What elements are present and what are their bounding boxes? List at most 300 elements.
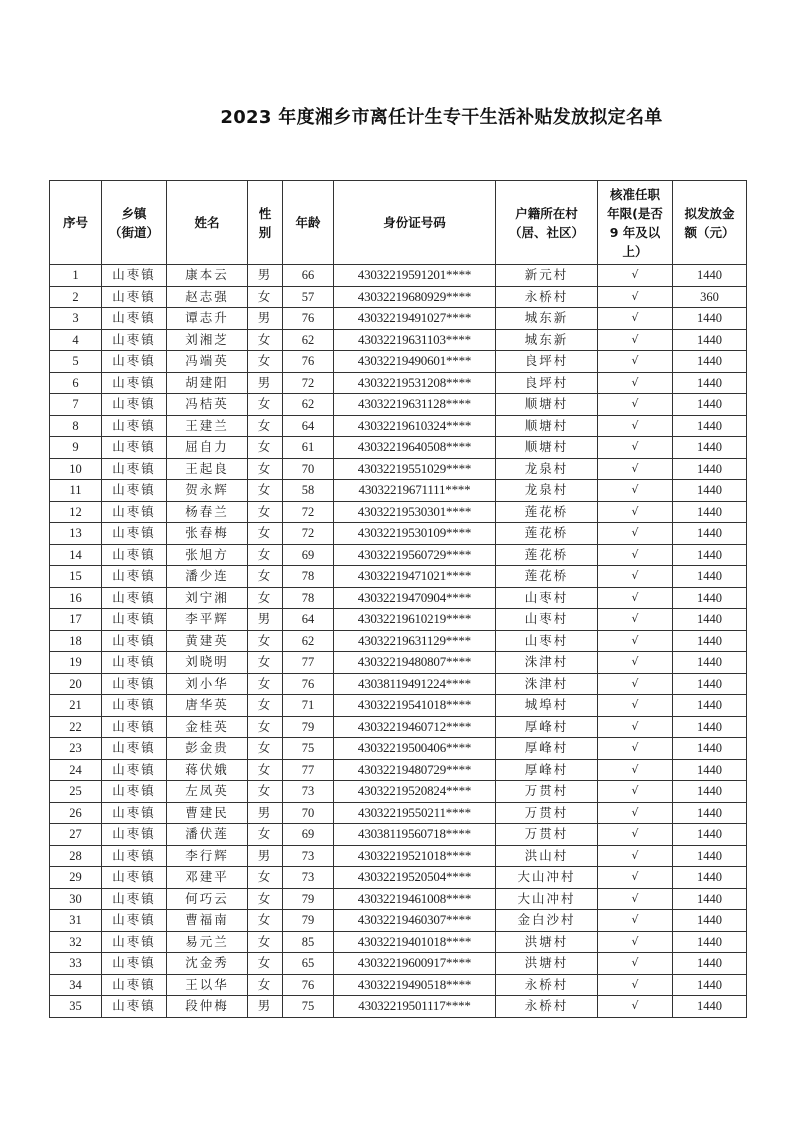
cell-village: 大山冲村 xyxy=(496,888,598,910)
cell-seq: 16 xyxy=(50,587,102,609)
cell-age: 58 xyxy=(283,480,334,502)
table-row xyxy=(50,437,747,459)
cell-amount: 1440 xyxy=(673,824,747,846)
cell-age: 85 xyxy=(283,931,334,953)
cell-gender: 女 xyxy=(248,953,283,975)
table-row xyxy=(50,716,747,738)
cell-term-check: √ xyxy=(598,824,673,846)
cell-amount: 1440 xyxy=(673,415,747,437)
cell-name: 金桂英 xyxy=(167,716,248,738)
cell-village: 洪塘村 xyxy=(496,931,598,953)
cell-age: 77 xyxy=(283,759,334,781)
cell-amount: 360 xyxy=(673,286,747,308)
cell-town: 山枣镇 xyxy=(102,458,167,480)
cell-village: 莲花桥 xyxy=(496,544,598,566)
cell-id-number: 43032219521018**** xyxy=(334,845,496,867)
cell-age: 75 xyxy=(283,738,334,760)
header-seq-text: 序号 xyxy=(62,215,88,230)
cell-village: 龙泉村 xyxy=(496,458,598,480)
cell-name: 刘小华 xyxy=(167,673,248,695)
cell-seq: 21 xyxy=(50,695,102,717)
table-row xyxy=(50,759,747,781)
cell-name: 曹建民 xyxy=(167,802,248,824)
cell-seq: 22 xyxy=(50,716,102,738)
cell-town: 山枣镇 xyxy=(102,394,167,416)
cell-id-number: 43038119491224**** xyxy=(334,673,496,695)
cell-seq: 33 xyxy=(50,953,102,975)
cell-term-check: √ xyxy=(598,544,673,566)
cell-id-number: 43032219560729**** xyxy=(334,544,496,566)
table-row xyxy=(50,630,747,652)
header-village xyxy=(496,181,598,265)
table-row xyxy=(50,566,747,588)
cell-id-number: 43032219500406**** xyxy=(334,738,496,760)
cell-seq: 27 xyxy=(50,824,102,846)
cell-gender: 男 xyxy=(248,308,283,330)
cell-id-number: 43032219490518**** xyxy=(334,974,496,996)
cell-amount: 1440 xyxy=(673,695,747,717)
cell-amount: 1440 xyxy=(673,652,747,674)
header-name xyxy=(167,181,248,265)
cell-id-number: 43032219550211**** xyxy=(334,802,496,824)
cell-town: 山枣镇 xyxy=(102,329,167,351)
cell-name: 曹福南 xyxy=(167,910,248,932)
cell-gender: 女 xyxy=(248,587,283,609)
cell-age: 78 xyxy=(283,587,334,609)
cell-seq: 3 xyxy=(50,308,102,330)
cell-gender: 女 xyxy=(248,415,283,437)
cell-village: 永桥村 xyxy=(496,996,598,1018)
cell-gender: 女 xyxy=(248,523,283,545)
cell-age: 79 xyxy=(283,910,334,932)
cell-name: 王建兰 xyxy=(167,415,248,437)
cell-seq: 31 xyxy=(50,910,102,932)
cell-name: 段仲梅 xyxy=(167,996,248,1018)
cell-term-check: √ xyxy=(598,609,673,631)
cell-term-check: √ xyxy=(598,415,673,437)
cell-village: 良坪村 xyxy=(496,372,598,394)
cell-name: 康本云 xyxy=(167,265,248,287)
table-row xyxy=(50,867,747,889)
cell-age: 76 xyxy=(283,673,334,695)
cell-id-number: 43032219640508**** xyxy=(334,437,496,459)
cell-amount: 1440 xyxy=(673,781,747,803)
cell-name: 刘湘芝 xyxy=(167,329,248,351)
cell-village: 万贯村 xyxy=(496,802,598,824)
cell-village: 良坪村 xyxy=(496,351,598,373)
cell-seq: 10 xyxy=(50,458,102,480)
cell-id-number: 43032219531208**** xyxy=(334,372,496,394)
cell-age: 66 xyxy=(283,265,334,287)
cell-seq: 19 xyxy=(50,652,102,674)
table-row xyxy=(50,824,747,846)
cell-seq: 20 xyxy=(50,673,102,695)
cell-age: 76 xyxy=(283,308,334,330)
cell-id-number: 43032219530109**** xyxy=(334,523,496,545)
cell-term-check: √ xyxy=(598,652,673,674)
cell-town: 山枣镇 xyxy=(102,931,167,953)
cell-id-number: 43032219671111**** xyxy=(334,480,496,502)
cell-id-number: 43032219631128**** xyxy=(334,394,496,416)
table-row xyxy=(50,953,747,975)
cell-gender: 女 xyxy=(248,910,283,932)
cell-name: 冯端英 xyxy=(167,351,248,373)
cell-term-check: √ xyxy=(598,888,673,910)
cell-town: 山枣镇 xyxy=(102,523,167,545)
cell-term-check: √ xyxy=(598,781,673,803)
cell-gender: 女 xyxy=(248,652,283,674)
cell-name: 唐华英 xyxy=(167,695,248,717)
cell-village: 永桥村 xyxy=(496,286,598,308)
header-gender-line2: 别 xyxy=(258,224,272,240)
cell-id-number: 43032219491027**** xyxy=(334,308,496,330)
cell-amount: 1440 xyxy=(673,910,747,932)
cell-term-check: √ xyxy=(598,394,673,416)
cell-id-number: 43032219610219**** xyxy=(334,609,496,631)
cell-seq: 23 xyxy=(50,738,102,760)
table-row xyxy=(50,695,747,717)
table-row xyxy=(50,652,747,674)
cell-amount: 1440 xyxy=(673,265,747,287)
cell-town: 山枣镇 xyxy=(102,759,167,781)
header-seq xyxy=(50,181,102,265)
cell-town: 山枣镇 xyxy=(102,910,167,932)
cell-name: 刘晓明 xyxy=(167,652,248,674)
cell-id-number: 43032219460307**** xyxy=(334,910,496,932)
cell-seq: 4 xyxy=(50,329,102,351)
cell-town: 山枣镇 xyxy=(102,996,167,1018)
header-row xyxy=(50,181,747,265)
cell-age: 72 xyxy=(283,523,334,545)
cell-village: 大山冲村 xyxy=(496,867,598,889)
document-title: 2023 年度湘乡市离任计生专干生活补贴发放拟定名单 xyxy=(220,107,663,128)
cell-age: 64 xyxy=(283,415,334,437)
cell-age: 79 xyxy=(283,888,334,910)
cell-gender: 女 xyxy=(248,673,283,695)
header-term xyxy=(598,181,673,265)
cell-gender: 女 xyxy=(248,738,283,760)
table-row xyxy=(50,738,747,760)
cell-amount: 1440 xyxy=(673,738,747,760)
cell-age: 73 xyxy=(283,781,334,803)
table-row xyxy=(50,394,747,416)
cell-town: 山枣镇 xyxy=(102,845,167,867)
cell-term-check: √ xyxy=(598,372,673,394)
cell-village: 山枣村 xyxy=(496,609,598,631)
cell-amount: 1440 xyxy=(673,501,747,523)
cell-gender: 女 xyxy=(248,630,283,652)
cell-name: 王以华 xyxy=(167,974,248,996)
cell-gender: 女 xyxy=(248,544,283,566)
cell-name: 潘少连 xyxy=(167,566,248,588)
cell-town: 山枣镇 xyxy=(102,695,167,717)
cell-gender: 女 xyxy=(248,566,283,588)
cell-id-number: 43032219470904**** xyxy=(334,587,496,609)
table-row xyxy=(50,458,747,480)
table-row xyxy=(50,501,747,523)
cell-term-check: √ xyxy=(598,630,673,652)
cell-term-check: √ xyxy=(598,802,673,824)
cell-term-check: √ xyxy=(598,501,673,523)
cell-id-number: 43032219471021**** xyxy=(334,566,496,588)
cell-name: 王起良 xyxy=(167,458,248,480)
cell-id-number: 43032219631103**** xyxy=(334,329,496,351)
cell-term-check: √ xyxy=(598,996,673,1018)
cell-term-check: √ xyxy=(598,480,673,502)
cell-town: 山枣镇 xyxy=(102,824,167,846)
cell-village: 厚峰村 xyxy=(496,716,598,738)
header-term-line3: 9 年及以 xyxy=(609,224,661,240)
cell-name: 冯桔英 xyxy=(167,394,248,416)
cell-amount: 1440 xyxy=(673,566,747,588)
cell-town: 山枣镇 xyxy=(102,372,167,394)
cell-town: 山枣镇 xyxy=(102,587,167,609)
table-row xyxy=(50,523,747,545)
cell-name: 黄建英 xyxy=(167,630,248,652)
table-row xyxy=(50,308,747,330)
cell-amount: 1440 xyxy=(673,716,747,738)
cell-age: 72 xyxy=(283,501,334,523)
cell-term-check: √ xyxy=(598,458,673,480)
cell-village: 洙津村 xyxy=(496,673,598,695)
cell-term-check: √ xyxy=(598,566,673,588)
header-term-line4: 上） xyxy=(622,243,648,259)
cell-town: 山枣镇 xyxy=(102,738,167,760)
cell-seq: 29 xyxy=(50,867,102,889)
cell-seq: 2 xyxy=(50,286,102,308)
table-row xyxy=(50,286,747,308)
cell-id-number: 43032219610324**** xyxy=(334,415,496,437)
cell-amount: 1440 xyxy=(673,480,747,502)
header-town xyxy=(102,181,167,265)
cell-age: 70 xyxy=(283,458,334,480)
cell-gender: 女 xyxy=(248,329,283,351)
cell-village: 新元村 xyxy=(496,265,598,287)
cell-gender: 男 xyxy=(248,845,283,867)
cell-term-check: √ xyxy=(598,286,673,308)
header-amount xyxy=(673,181,747,265)
cell-village: 城东新 xyxy=(496,308,598,330)
cell-amount: 1440 xyxy=(673,587,747,609)
cell-town: 山枣镇 xyxy=(102,415,167,437)
cell-gender: 男 xyxy=(248,802,283,824)
cell-id-number: 43032219480807**** xyxy=(334,652,496,674)
cell-amount: 1440 xyxy=(673,759,747,781)
cell-name: 易元兰 xyxy=(167,931,248,953)
table-row xyxy=(50,845,747,867)
cell-age: 73 xyxy=(283,867,334,889)
cell-age: 61 xyxy=(283,437,334,459)
cell-term-check: √ xyxy=(598,845,673,867)
cell-age: 71 xyxy=(283,695,334,717)
cell-amount: 1440 xyxy=(673,308,747,330)
cell-age: 72 xyxy=(283,372,334,394)
cell-village: 金白沙村 xyxy=(496,910,598,932)
cell-seq: 17 xyxy=(50,609,102,631)
cell-age: 75 xyxy=(283,996,334,1018)
header-amount-line2: 额（元） xyxy=(684,224,735,240)
table-row xyxy=(50,480,747,502)
header-id-text: 身份证号码 xyxy=(383,215,446,230)
cell-gender: 女 xyxy=(248,974,283,996)
cell-term-check: √ xyxy=(598,695,673,717)
cell-seq: 18 xyxy=(50,630,102,652)
cell-id-number: 43032219401018**** xyxy=(334,931,496,953)
table-row xyxy=(50,673,747,695)
cell-gender: 女 xyxy=(248,286,283,308)
cell-town: 山枣镇 xyxy=(102,544,167,566)
cell-amount: 1440 xyxy=(673,609,747,631)
cell-id-number: 43032219480729**** xyxy=(334,759,496,781)
cell-town: 山枣镇 xyxy=(102,609,167,631)
cell-gender: 女 xyxy=(248,867,283,889)
cell-name: 张春梅 xyxy=(167,523,248,545)
cell-town: 山枣镇 xyxy=(102,974,167,996)
cell-gender: 女 xyxy=(248,716,283,738)
table-row xyxy=(50,329,747,351)
cell-name: 彭金贵 xyxy=(167,738,248,760)
header-village-line1: 户籍所在村 xyxy=(515,205,578,221)
cell-seq: 32 xyxy=(50,931,102,953)
cell-name: 何巧云 xyxy=(167,888,248,910)
table-row xyxy=(50,996,747,1018)
cell-town: 山枣镇 xyxy=(102,308,167,330)
cell-village: 城东新 xyxy=(496,329,598,351)
cell-age: 64 xyxy=(283,609,334,631)
cell-term-check: √ xyxy=(598,867,673,889)
cell-town: 山枣镇 xyxy=(102,802,167,824)
header-id xyxy=(334,181,496,265)
cell-amount: 1440 xyxy=(673,845,747,867)
table-row xyxy=(50,372,747,394)
cell-name: 刘宁湘 xyxy=(167,587,248,609)
cell-village: 山枣村 xyxy=(496,630,598,652)
cell-village: 顺塘村 xyxy=(496,415,598,437)
header-age xyxy=(283,181,334,265)
cell-village: 莲花桥 xyxy=(496,566,598,588)
cell-id-number: 43032219551029**** xyxy=(334,458,496,480)
cell-gender: 女 xyxy=(248,759,283,781)
header-term-line2: 年限(是否 xyxy=(607,205,663,221)
cell-id-number: 43032219501117**** xyxy=(334,996,496,1018)
cell-id-number: 43032219461008**** xyxy=(334,888,496,910)
cell-name: 赵志强 xyxy=(167,286,248,308)
cell-seq: 35 xyxy=(50,996,102,1018)
cell-age: 79 xyxy=(283,716,334,738)
cell-id-number: 43032219541018**** xyxy=(334,695,496,717)
cell-age: 65 xyxy=(283,953,334,975)
cell-village: 洙津村 xyxy=(496,652,598,674)
cell-village: 顺塘村 xyxy=(496,437,598,459)
cell-name: 李平辉 xyxy=(167,609,248,631)
cell-term-check: √ xyxy=(598,437,673,459)
cell-gender: 女 xyxy=(248,480,283,502)
cell-id-number: 43032219490601**** xyxy=(334,351,496,373)
table-row xyxy=(50,587,747,609)
cell-name: 李行辉 xyxy=(167,845,248,867)
cell-name: 沈金秀 xyxy=(167,953,248,975)
cell-id-number: 43032219680929**** xyxy=(334,286,496,308)
header-town-line1: 乡镇 xyxy=(121,205,147,221)
cell-name: 贺永辉 xyxy=(167,480,248,502)
cell-amount: 1440 xyxy=(673,953,747,975)
cell-amount: 1440 xyxy=(673,437,747,459)
cell-age: 76 xyxy=(283,351,334,373)
cell-age: 69 xyxy=(283,544,334,566)
cell-amount: 1440 xyxy=(673,673,747,695)
cell-seq: 12 xyxy=(50,501,102,523)
cell-term-check: √ xyxy=(598,265,673,287)
cell-gender: 女 xyxy=(248,824,283,846)
cell-age: 57 xyxy=(283,286,334,308)
cell-town: 山枣镇 xyxy=(102,673,167,695)
cell-town: 山枣镇 xyxy=(102,888,167,910)
cell-town: 山枣镇 xyxy=(102,630,167,652)
cell-id-number: 43032219600917**** xyxy=(334,953,496,975)
cell-village: 顺塘村 xyxy=(496,394,598,416)
cell-town: 山枣镇 xyxy=(102,652,167,674)
table-row xyxy=(50,265,747,287)
cell-age: 62 xyxy=(283,329,334,351)
table-row xyxy=(50,910,747,932)
cell-seq: 15 xyxy=(50,566,102,588)
cell-village: 龙泉村 xyxy=(496,480,598,502)
cell-seq: 8 xyxy=(50,415,102,437)
cell-town: 山枣镇 xyxy=(102,437,167,459)
header-town-line2: （街道） xyxy=(108,224,159,240)
cell-name: 屈自力 xyxy=(167,437,248,459)
cell-town: 山枣镇 xyxy=(102,480,167,502)
cell-seq: 13 xyxy=(50,523,102,545)
cell-term-check: √ xyxy=(598,974,673,996)
subsidy-table xyxy=(49,180,747,1018)
cell-gender: 女 xyxy=(248,394,283,416)
cell-gender: 女 xyxy=(248,437,283,459)
cell-amount: 1440 xyxy=(673,931,747,953)
cell-amount: 1440 xyxy=(673,351,747,373)
cell-age: 62 xyxy=(283,394,334,416)
cell-town: 山枣镇 xyxy=(102,716,167,738)
cell-term-check: √ xyxy=(598,351,673,373)
table-row xyxy=(50,544,747,566)
cell-term-check: √ xyxy=(598,716,673,738)
cell-term-check: √ xyxy=(598,738,673,760)
cell-town: 山枣镇 xyxy=(102,566,167,588)
cell-name: 张旭方 xyxy=(167,544,248,566)
table-row xyxy=(50,781,747,803)
cell-name: 邓建平 xyxy=(167,867,248,889)
cell-gender: 女 xyxy=(248,458,283,480)
cell-name: 左凤英 xyxy=(167,781,248,803)
cell-seq: 30 xyxy=(50,888,102,910)
cell-amount: 1440 xyxy=(673,329,747,351)
cell-village: 厚峰村 xyxy=(496,738,598,760)
cell-seq: 34 xyxy=(50,974,102,996)
header-gender xyxy=(248,181,283,265)
cell-village: 莲花桥 xyxy=(496,523,598,545)
header-village-line2: （居、社区） xyxy=(508,224,584,240)
cell-seq: 14 xyxy=(50,544,102,566)
cell-term-check: √ xyxy=(598,523,673,545)
table-row xyxy=(50,802,747,824)
cell-term-check: √ xyxy=(598,931,673,953)
table-row xyxy=(50,609,747,631)
cell-amount: 1440 xyxy=(673,394,747,416)
table-row xyxy=(50,974,747,996)
cell-village: 永桥村 xyxy=(496,974,598,996)
cell-gender: 女 xyxy=(248,931,283,953)
cell-gender: 女 xyxy=(248,781,283,803)
